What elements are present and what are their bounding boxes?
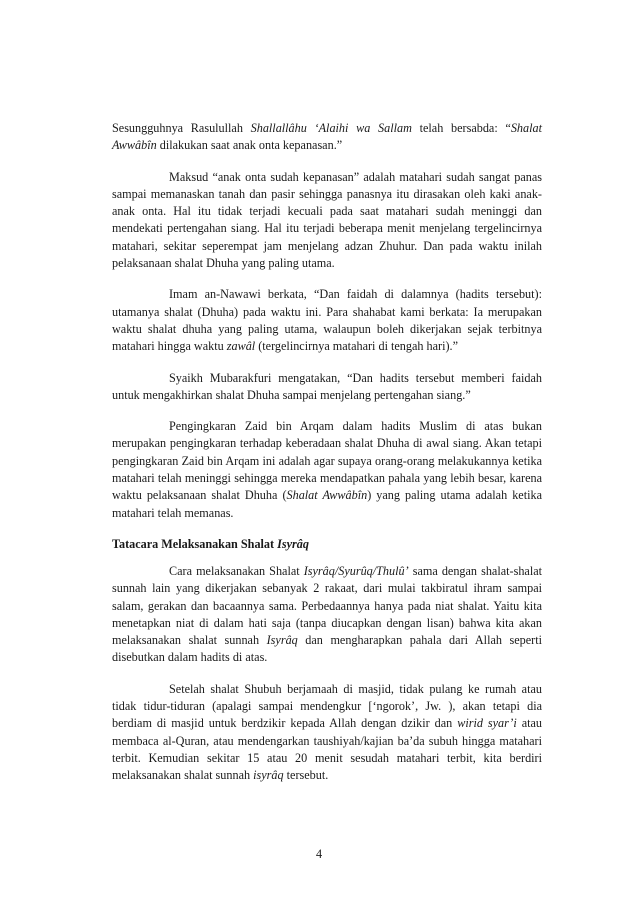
- italic-term: Isyrâq: [266, 633, 298, 648]
- page-body: [112, 120, 542, 799]
- text-run: atau membaca al-Quran, atau mendengarkan taushiyah/kajian ba’da subuh hingga matahari terbit. Kemudian sekitar 15 atau 20 menit sesudah matahari terbit, kita berdiri melaksanakan shalat sunnah: [112, 716, 543, 783]
- italic-term: Shalat Awwâbîn: [112, 121, 542, 153]
- heading-text: Tatacara Melaksanakan Shalat: [112, 536, 278, 551]
- text-run: dan mengharapkan pahala dari Allah seperti disebutkan dalam hadits di atas.: [112, 633, 542, 665]
- paragraph-meaning: Maksud “anak onta sudah kepanasan” adalah matahari sudah sangat panas sampai memanaskan tanah dan pasir sehingga panasnya itu dirasakan oleh kaki anak-anak onta. Hal itu tidak terjadi kecuali pada saat matahari sudah meninggi dan mendekati pertengahan siang. Hal itu terjadi beberapa menit menjelang tergelincirnya matahari, sekitar seperempat jam menjelang adzan Zhuhur. Dan pada waktu inilah pelaksanaan shalat Dhuha yang paling utama.: [112, 169, 542, 271]
- heading-italic-term: Isyrâq: [277, 536, 309, 551]
- text-run: Setelah shalat Shubuh berjamaah di masjid, tidak pulang ke rumah atau tidak tidur-tiduran (apalagi sampai mendengkur [‘ngorok’, Jw. ), akan tetapi dia berdiam di masjid untuk berdzikir kepada Allah dengan dzikir dan: [112, 681, 542, 731]
- text-run: Sesungguhnya Rasulullah: [112, 121, 251, 135]
- text-run: tersebut.: [283, 768, 329, 783]
- paragraph-procedure: [112, 563, 542, 667]
- text-run: Imam an-Nawawi berkata, “Dan faidah di dalamnya (hadits tersebut): utamanya shalat (Dhuha) pada waktu ini. Para shahabat kami berkata: Ia merupakan waktu shalat dhuha yang paling utama, walaupun boleh dikerjakan sejak terbitnya matahari hingga waktu: [112, 287, 542, 354]
- italic-term: isyrâq: [253, 768, 284, 783]
- text-run: (tergelincirnya matahari di tengah hari).”: [255, 339, 458, 354]
- paragraph-hadith-quote: [112, 120, 542, 155]
- italic-term: wirid syar’i: [457, 716, 517, 731]
- text-run: Pengingkaran Zaid bin Arqam dalam hadits Muslim di atas bukan merupakan pengingkaran terhadap keberadaan shalat Dhuha di awal siang. Akan tetapi pengingkaran Zaid bin Arqam ini adalah agar supaya orang-orang melakukannya ketika matahari telah meninggi sehingga mereka mendapatkan pahala yang lebih besar, karena waktu pelaksanaan shalat Dhuha (: [112, 419, 542, 503]
- text-run: ) yang paling utama adalah ketika matahari telah memanas.: [112, 488, 542, 520]
- paragraph-zaid-bin-arqam: [112, 418, 542, 522]
- text-run: sama dengan shalat-shalat sunnah lain yang dikerjakan sebanyak 2 rakaat, dari mulai takbiratul ihram sampai salam, gerakan dan bacaannya sama. Perbedaannya hanya pada niat shalat. Yaitu kita menetapkan niat di dalam hati saja (tanpa diucapkan dengan lisan) bahwa kita akan melaksanakan shalat sunnah: [112, 563, 543, 648]
- italic-term: Isyrâq/Syurûq/Thulû’: [303, 563, 409, 578]
- text-run: Cara melaksanakan Shalat: [169, 563, 304, 578]
- paragraph-after-subuh: [112, 681, 542, 785]
- italic-term: zawâl: [226, 339, 256, 354]
- italic-term: Shallallâhu ‘Alaihi wa Sallam: [250, 121, 412, 135]
- paragraph-mubarakfuri: Syaikh Mubarakfuri mengatakan, “Dan hadits tersebut memberi faidah untuk mengakhirkan shalat Dhuha sampai menjelang pertengahan siang.”: [112, 370, 542, 402]
- text-run: dilakukan saat anak onta kepanasan.”: [156, 138, 343, 153]
- italic-term: Shalat Awwâbîn: [286, 488, 368, 503]
- section-heading: [112, 536, 542, 553]
- text-run: telah bersabda: “: [411, 121, 511, 135]
- paragraph-nawawi: [112, 286, 542, 355]
- page-number: 4: [315, 847, 323, 861]
